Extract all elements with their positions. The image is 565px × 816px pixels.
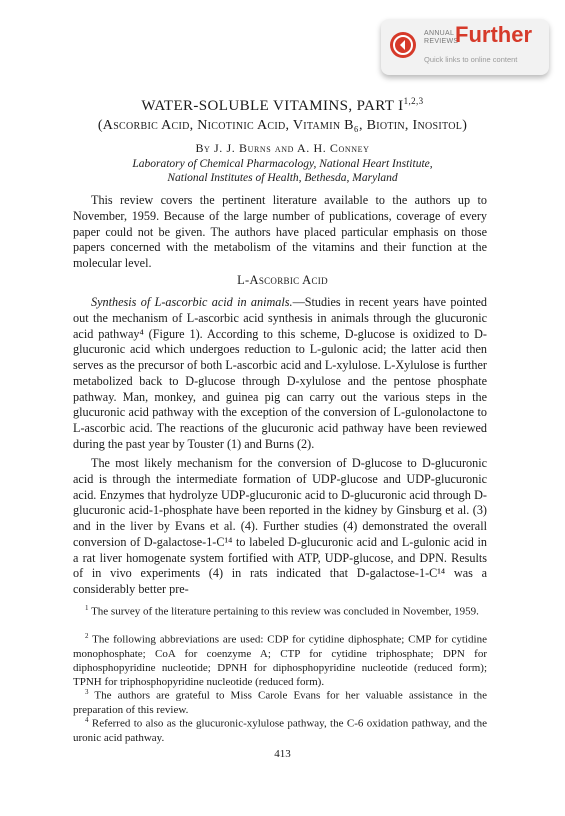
paragraph-body: —Studies in recent years have pointed out the mechanism of L-ascorbic acid synthesis in animals through the glucuronic acid pathway⁴ (Figure 1). According to this scheme, D-glucose is oxidized to D-glucuronic acid which undergoes reduction to L-gulonic acid; the latter acid then serves as the precursor of both L-ascorbic acid and L-xylulose. L-Xylulose is further metabolized back to D-glucose through D-xylulose and the pentose phosphate pathway. Man, monkey, and guinea pig can carry out the various steps in the glucuronic acid pathway with the exception of the conversion of L-gulonolactone to L-ascorbic acid. The reactions of the glucuronic acid pathway have been reviewed during the past year by Touster (1) and Burns (2). [73, 295, 487, 451]
author-byline: By J. J. Burns and A. H. Conney [195, 141, 370, 155]
further-badge[interactable] [381, 19, 549, 75]
footnote-2: $^2$ The following abbreviations are used: CDP for cytidine diphosphate; CMP for cytidine monophosphate; CoA for coenzyme A; CTP for cytidine triphosphate; DPN for diphosphopyridine nucleotide; DPNH for diphosphopyridine nucleotide (reduced form); TPNH for triphosphopyridine nucleotide (reduced form). [73, 632, 487, 688]
affiliation-line-1: Laboratory of Chemical Pharmacology, National Heart Institute, [132, 158, 433, 170]
intro-paragraph: This review covers the pertinent literature available to the authors up to November, 1959. Because of the large number of publications, coverage of every paper could not be given. The authors have placed particular emphasis on those papers concerned with the metabolism of the vitamins and their function at the molecular level. [73, 193, 487, 270]
badge-quick-links: Quick links to online content [424, 55, 518, 64]
article-subtitle: (Ascorbic Acid, Nicotinic Acid, Vitamin B₆, Biotin, Inositol) [97, 118, 468, 133]
title-footnote-marks: 1,2,3 [403, 96, 424, 106]
section-heading: L-Ascorbic Acid [237, 273, 328, 287]
affiliation-line-2: National Institutes of Health, Bethesda, Maryland [167, 172, 398, 184]
article-title: WATER-SOLUBLE VITAMINS, PART I$^{1,2,3}$ [141, 96, 424, 114]
page-number: 413 [274, 748, 291, 760]
footnote-4: $^4$ Referred to also as the glucuronic-xylulose pathway, the C-6 oxidation pathway, and the uronic acid pathway. [73, 716, 487, 744]
badge-further-label: Further [455, 22, 532, 47]
footnote-1: $^1$ The survey of the literature pertaining to this review was concluded in November, 1959. [85, 604, 479, 618]
section-paragraph-2: The most likely mechanism for the conversion of D-glucose to D-glucuronic acid is through the intermediate formation of UDP-glucose and UDP-glucuronic acid. Enzymes that hydrolyze UDP-glucuronic acid to D-glucuronic acid through D-glucuronic acid-1-phosphate have been reported in the kidney by Ginsburg et al. (3) and in the liver by Evans et al. (4). Further studies (4) demonstrated the overall conversion of D-galactose-1-C¹⁴ to labeled D-glucuronic acid and L-gulonic acid in a rat liver homogenate system fortified with ATP, UDP-glucose, and DPN. Results of in vivo experiments (4) in rats indicated that D-galactose-1-C¹⁴ was a considerably better pre- [73, 456, 487, 596]
section-paragraph-1 [73, 295, 487, 453]
paragraph-lead: Synthesis of L-ascorbic acid in animals. [91, 295, 293, 309]
play-icon [390, 32, 416, 58]
footnote-3: $^3$ The authors are grateful to Miss Carole Evans for her valuable assistance in the preparation of this review. [73, 688, 487, 716]
badge-annual-reviews: ANNUAL REVIEWS [424, 30, 459, 45]
